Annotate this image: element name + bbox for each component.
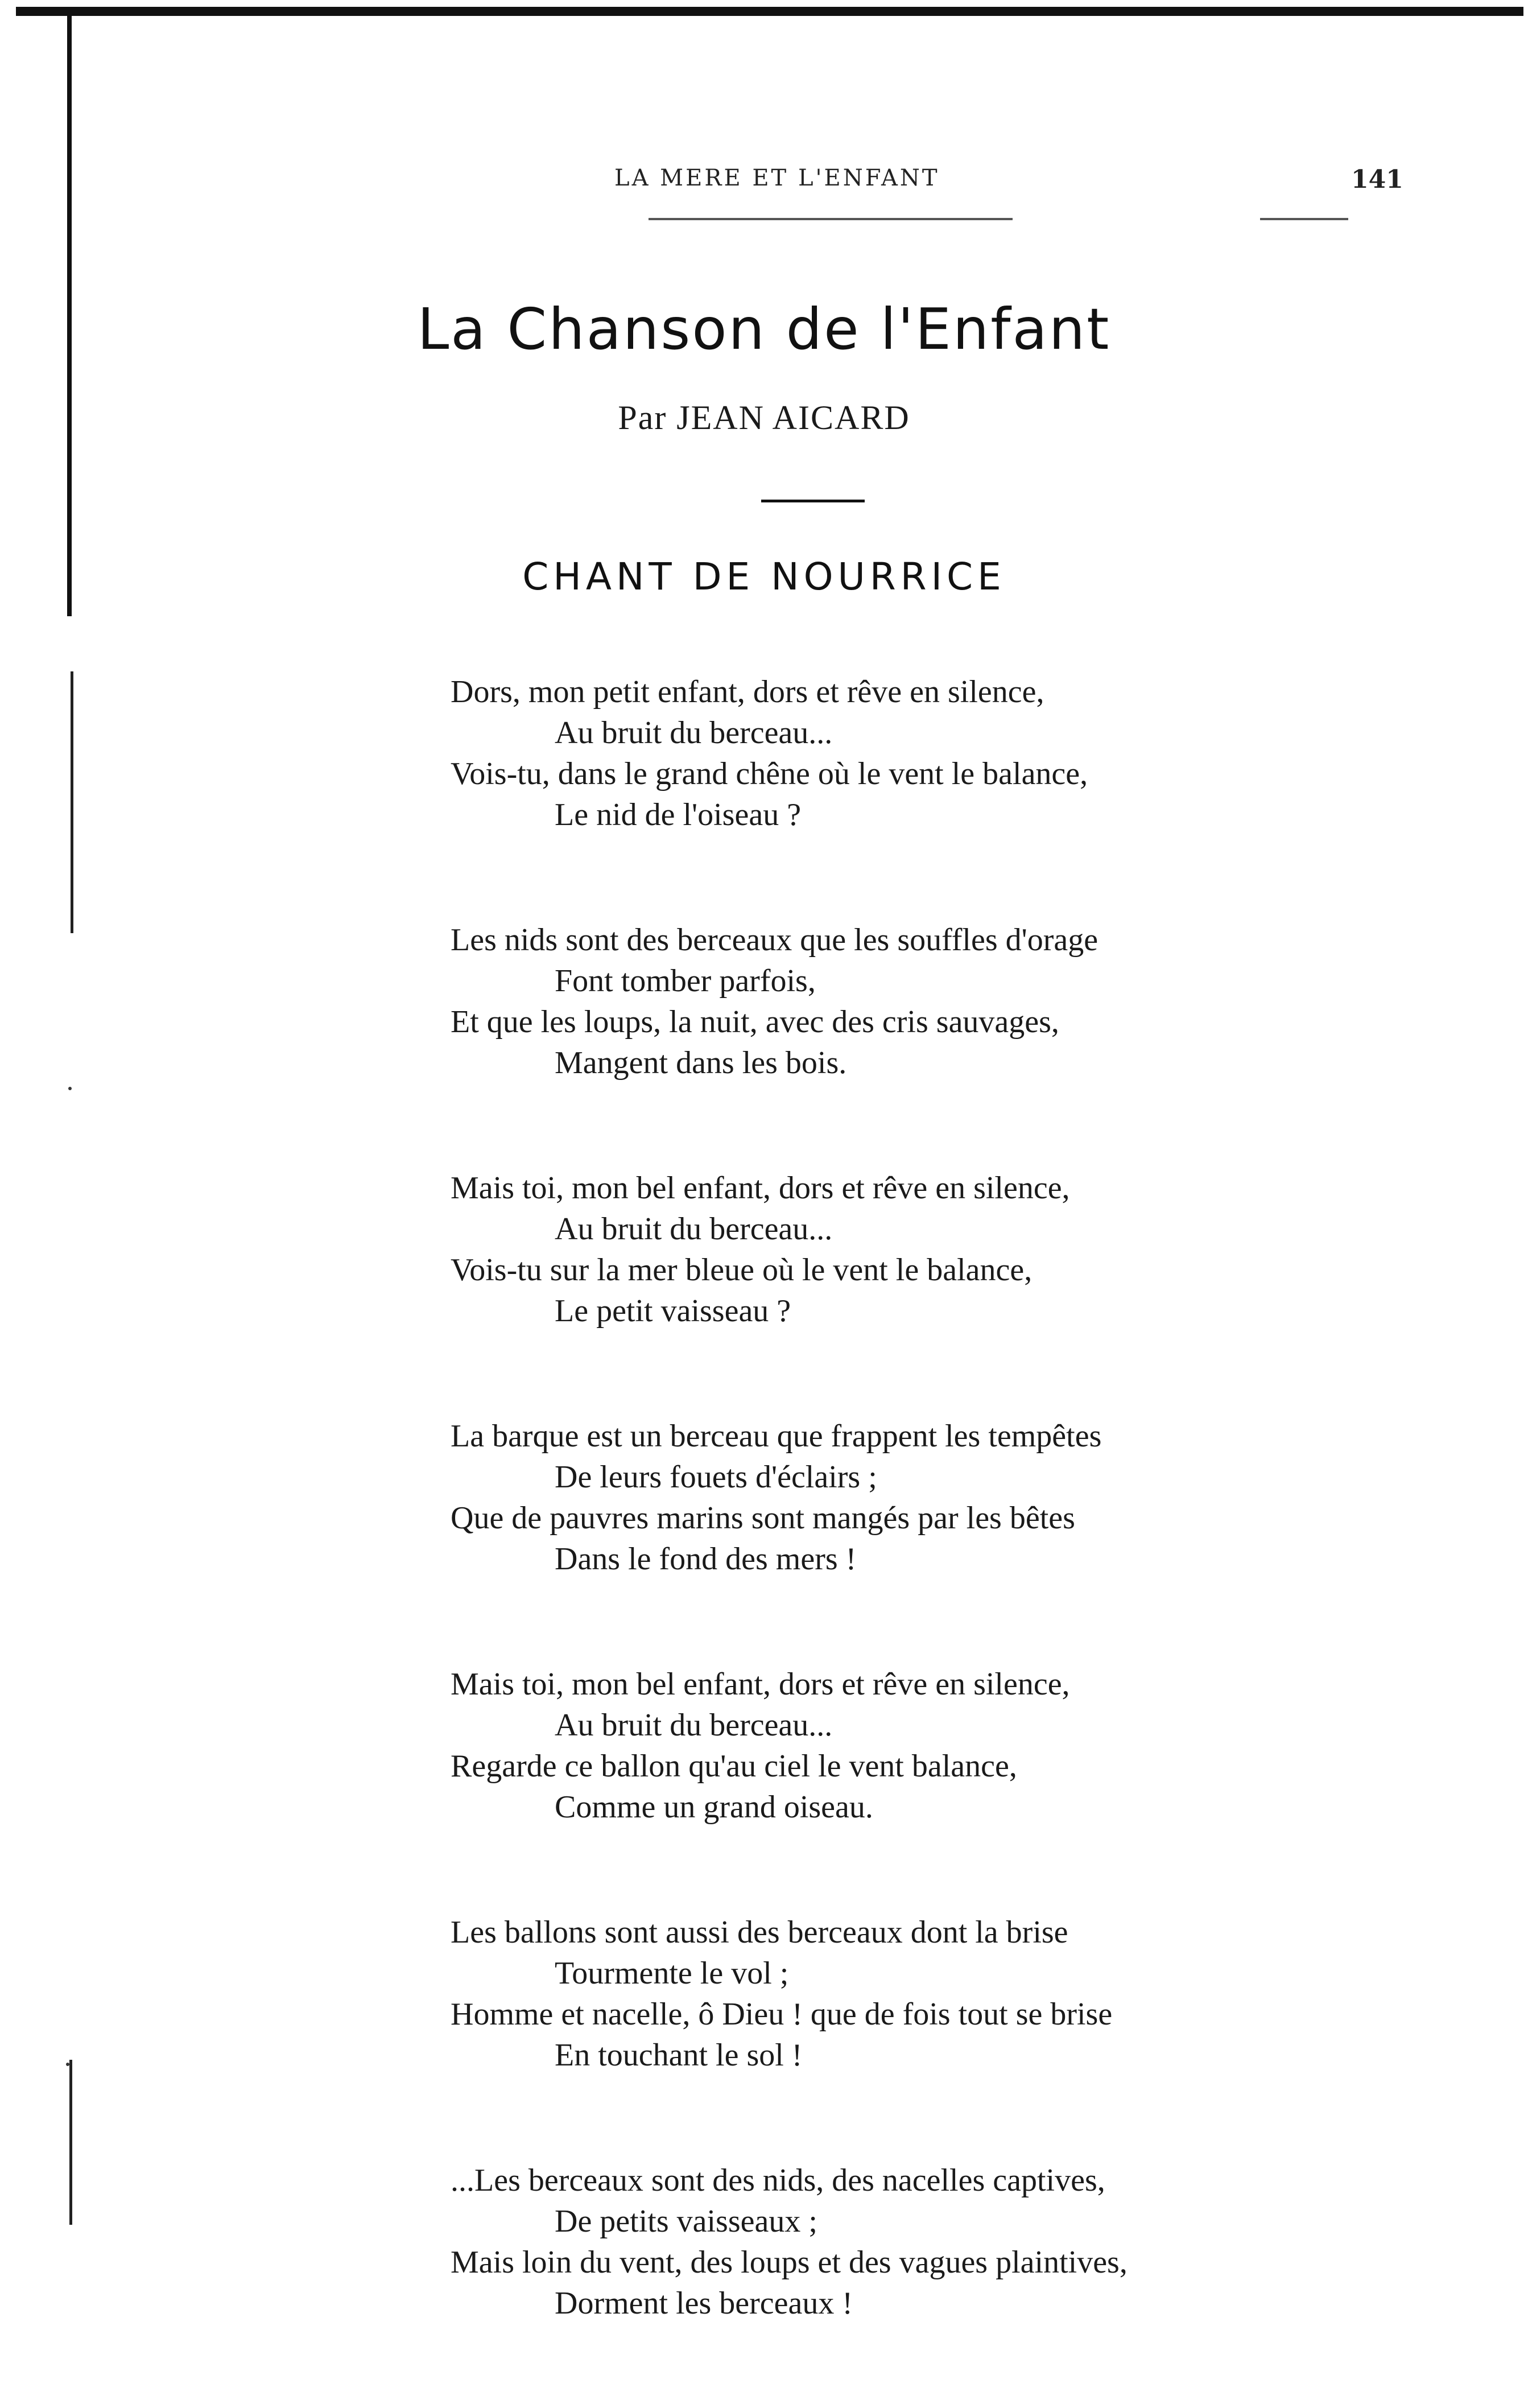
verse-line: Vois-tu, dans le grand chêne où le vent le balance, — [451, 756, 1088, 791]
verse-line: ...Les berceaux sont des nids, des nacelles captives, — [451, 2163, 1105, 2198]
verse-line: Homme et nacelle, ô Dieu ! que de fois tout se brise — [451, 1997, 1113, 2032]
verse-line: La barque est un berceau que frappent les tempêtes — [451, 1419, 1102, 1454]
verse-line: Font tomber parfois, — [555, 963, 816, 999]
poem-title: La Chanson de l'Enfant — [417, 296, 1111, 362]
verse-line: Regarde ce ballon qu'au ciel le vent balance, — [451, 1749, 1017, 1784]
verse-line: Mangent dans les bois. — [555, 1045, 847, 1081]
verse-line: Au bruit du berceau... — [555, 1211, 833, 1247]
poem-author: Par JEAN AICARD — [618, 399, 910, 436]
verse-line: Mais toi, mon bel enfant, dors et rêve en silence, — [451, 1667, 1070, 1702]
verse-line: Les nids sont des berceaux que les souffles d'orage — [451, 922, 1098, 958]
running-head-underline — [649, 218, 1013, 220]
verse-line: Vois-tu sur la mer bleue où le vent le balance, — [451, 1252, 1033, 1288]
verse-line: Dorment les berceaux ! — [555, 2286, 853, 2321]
running-head: LA MERE ET L'ENFANT — [614, 165, 940, 191]
verse-line: Le nid de l'oiseau ? — [555, 797, 802, 832]
margin-speck — [68, 1087, 72, 1090]
stanza — [451, 1664, 1281, 1828]
page-number-underline — [1260, 218, 1348, 220]
verse-line: Dans le fond des mers ! — [555, 1541, 857, 1577]
verse-line: Les ballons sont aussi des berceaux dont la brise — [451, 1915, 1068, 1950]
verse-line: Comme un grand oiseau. — [555, 1789, 873, 1825]
poem-body — [451, 671, 1281, 2408]
verse-line: Que de pauvres marins sont mangés par les bêtes — [451, 1500, 1075, 1536]
top-border-rule — [16, 7, 1523, 16]
stanza — [451, 671, 1281, 835]
verse-line: De petits vaisseaux ; — [555, 2204, 817, 2239]
verse-line: Et que les loups, la nuit, avec des cris sauvages, — [451, 1004, 1059, 1040]
verse-line: Au bruit du berceau... — [555, 1708, 833, 1743]
verse-line: De leurs fouets d'éclairs ; — [555, 1459, 877, 1495]
verse-line: Dors, mon petit enfant, dors et rêve en silence, — [451, 674, 1044, 710]
stanza — [451, 2160, 1281, 2324]
verse-line: Au bruit du berceau... — [555, 715, 833, 751]
left-margin-mark — [71, 671, 73, 933]
verse-line: Le petit vaisseau ? — [555, 1293, 791, 1329]
stanza — [451, 1912, 1281, 2076]
verse-line: En touchant le sol ! — [555, 2038, 803, 2073]
stanza — [451, 1168, 1281, 1331]
stanza — [451, 1416, 1281, 1580]
verse-line: Mais loin du vent, des loups et des vagues plaintives, — [451, 2245, 1128, 2280]
stanza — [451, 920, 1281, 1083]
left-margin-mark — [69, 2060, 72, 2225]
verse-line: Tourmente le vol ; — [555, 1956, 789, 1991]
margin-speck — [66, 2063, 69, 2066]
title-divider — [761, 500, 865, 502]
poem-subtitle: CHANT DE NOURRICE — [522, 555, 1006, 599]
page-number: 141 — [1351, 165, 1403, 194]
verse-line: Mais toi, mon bel enfant, dors et rêve en silence, — [451, 1170, 1070, 1206]
